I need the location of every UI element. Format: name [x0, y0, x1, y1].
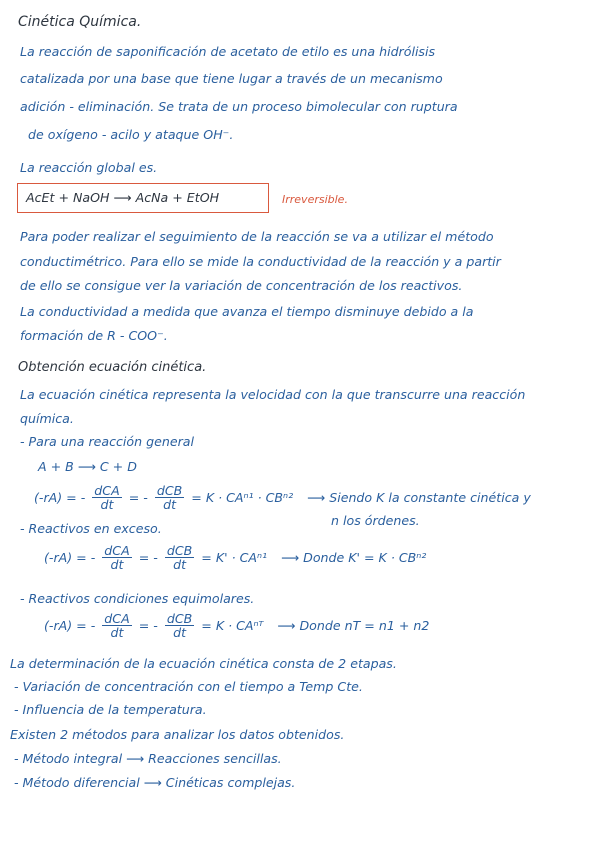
eq2-numerator-b: dCB — [166, 543, 193, 558]
eq1-fraction-a — [92, 484, 121, 511]
eq1-fraction-b — [155, 484, 184, 511]
stage-item: - Variación de concentración con el tiempo a Temp Cte. — [14, 679, 363, 694]
eq1-note-continuation: n los órdenes. — [331, 513, 420, 528]
method-item: - Método diferencial ⟶ Cinéticas complejas. — [14, 775, 296, 790]
excess-label: - Reactivos en exceso. — [20, 521, 162, 536]
general-reaction: A + B ⟶ C + D — [38, 459, 137, 474]
method-line: Para poder realizar el seguimiento de la reacción se va a utilizar el método — [20, 229, 494, 244]
eq2-denominator-a: dt — [110, 557, 124, 573]
eq1-denominator-a: dt — [100, 497, 114, 513]
eq2-rhs: = K' · CAⁿ¹ — [201, 550, 268, 566]
kinetic-intro-line: La ecuación cinética representa la velocidad con la que transcurre una reacción — [20, 387, 526, 402]
eq2-fraction-b — [165, 544, 194, 571]
rate-equation-general — [34, 484, 531, 511]
intro-line: adición - eliminación. Se trata de un proceso bimolecular con ruptura — [20, 99, 458, 114]
page-title: Cinética Química. — [18, 14, 142, 30]
eq2-lhs: (-rA) = - — [44, 550, 96, 566]
section-heading: Obtención ecuación cinética. — [18, 360, 207, 375]
global-reaction-label: La reacción global es. — [20, 160, 158, 175]
method-line: de ello se consigue ver la variación de concentración de los reactivos. — [20, 278, 463, 293]
eq2-note: ⟶ Donde K' = K · CBⁿ² — [281, 550, 427, 566]
eq2-numerator-a: dCA — [104, 543, 130, 558]
stage-item: - Influencia de la temperatura. — [14, 702, 207, 717]
intro-line: catalizada por una base que tiene lugar a través de un mecanismo — [20, 71, 443, 86]
eq1-numerator-b: dCB — [156, 483, 183, 498]
eq3-fraction-b — [165, 612, 194, 639]
eq3-denominator-a: dt — [110, 625, 124, 641]
eq3-rhs: = K · CAⁿᵀ — [201, 618, 264, 634]
conductivity-line: La conductividad a medida que avanza el tiempo disminuye debido a la — [20, 304, 474, 319]
rate-equation-excess — [44, 544, 426, 571]
methods-intro: Existen 2 métodos para analizar los datos obtenidos. — [10, 727, 345, 742]
eq1-mid: = - — [128, 490, 148, 506]
eq3-numerator-a: dCA — [104, 611, 130, 626]
general-reaction-label: - Para una reacción general — [20, 434, 194, 449]
eq3-fraction-a — [102, 612, 131, 639]
eq3-note: ⟶ Donde nT = n1 + n2 — [277, 618, 430, 634]
eq1-note: ⟶ Siendo K la constante cinética y — [307, 490, 531, 506]
determination-line: La determinación de la ecuación cinética consta de 2 etapas. — [10, 656, 397, 671]
eq3-lhs: (-rA) = - — [44, 618, 96, 634]
equimolar-label: - Reactivos condiciones equimolares. — [20, 591, 255, 606]
eq2-fraction-a — [102, 544, 131, 571]
eq1-denominator-b: dt — [163, 497, 177, 513]
method-item: - Método integral ⟶ Reacciones sencillas. — [14, 751, 282, 766]
eq3-numerator-b: dCB — [166, 611, 193, 626]
eq2-mid: = - — [138, 550, 158, 566]
eq2-denominator-b: dt — [173, 557, 187, 573]
eq1-numerator-a: dCA — [94, 483, 120, 498]
eq1-lhs: (-rA) = - — [34, 490, 86, 506]
method-line: conductimétrico. Para ello se mide la conductividad de la reacción y a partir — [20, 254, 501, 269]
kinetic-intro-line: química. — [20, 411, 74, 426]
intro-line: de oxígeno - acilo y ataque OH⁻. — [28, 127, 234, 142]
global-reaction: AcEt + NaOH ⟶ AcNa + EtOH — [26, 190, 220, 205]
rate-equation-equimolar — [44, 612, 429, 639]
eq3-mid: = - — [138, 618, 158, 634]
eq1-rhs: = K · CAⁿ¹ · CBⁿ² — [191, 490, 294, 506]
eq3-denominator-b: dt — [173, 625, 187, 641]
intro-line: La reacción de saponificación de acetato de etilo es una hidrólisis — [20, 44, 436, 59]
irreversible-note: Irreversible. — [282, 193, 348, 206]
conductivity-line: formación de R - COO⁻. — [20, 328, 168, 343]
